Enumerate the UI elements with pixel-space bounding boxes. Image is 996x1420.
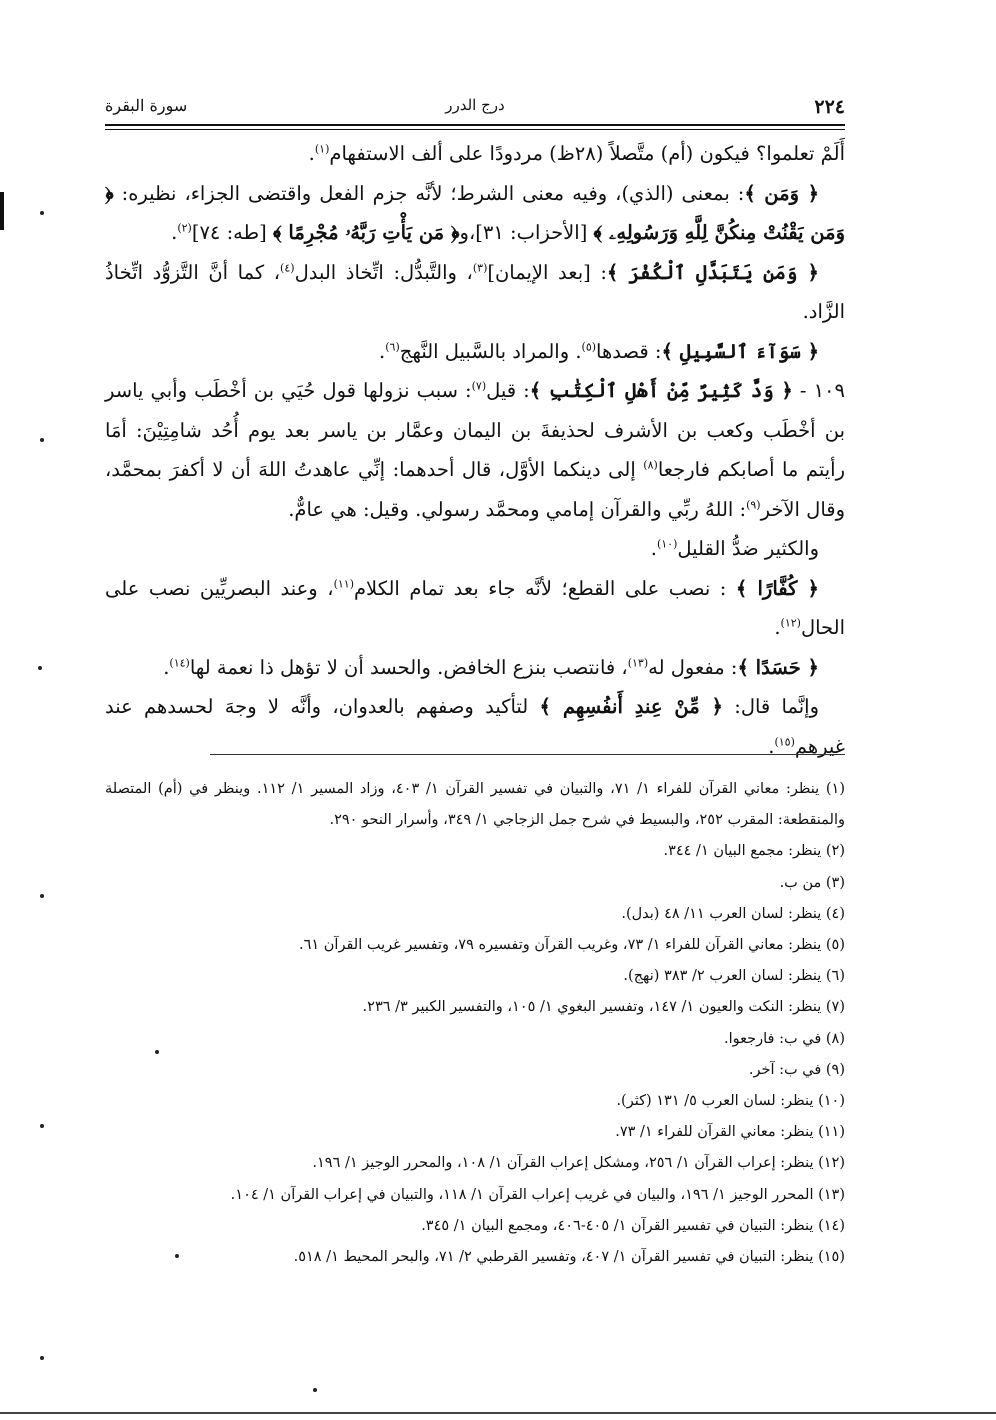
surah-title: سورة البقرة	[105, 96, 188, 115]
header-rule	[105, 124, 845, 130]
footnote-ref: (٣)	[472, 261, 488, 274]
footnote-ref: (١)	[314, 142, 330, 156]
footnote: (٧) ينظر: النكت والعيون ١/ ١٤٧، وتفسير البغوي ١/ ١٠٥، والتفسير الكبير ٣/ ٢٣٦.	[362, 999, 845, 1016]
scan-speck	[40, 211, 44, 215]
text: : نصب على القطع؛ لأنَّه جاء بعد تمام الكلام	[353, 576, 736, 600]
paragraph: ﴿ حَسَدًا ﴾: مفعول له$^{(١٣)}$، فانتصب بنزع الخافض. والحسد أن لا تؤهل ذا نعمة لها$^{(١٤)}$.	[163, 655, 819, 679]
page-header	[105, 96, 845, 122]
footnote-ref: (١٣)	[627, 656, 649, 669]
footnote-ref: (٩)	[746, 498, 761, 511]
footnote-ref: (٥)	[581, 340, 597, 353]
footnote-ref: (٦)	[385, 340, 400, 353]
text: [الأحزاب: ٣١]،و	[459, 221, 594, 244]
scan-speck	[40, 438, 44, 442]
footnote-ref: (١٤)	[169, 656, 190, 669]
text: لتأكيد وصفهم بالعدوان، وأنَّه لا وجهَ لحسدهم عند غيرهم	[105, 695, 845, 758]
footnote: (١) ينظر: معاني القرآن للفراء ١/ ٧١، والتبيان في تفسير القرآن ١/ ٤٠٣، وزاد المسير ١/ ١١٢. وينظر في (أم) المتصلة والمنقطعة: المقرب ٢٥٢، والبسيط في شرح جمل الزجاجي ١/ ٣٤٩، وأسرار النحو ٢٩٠.	[105, 781, 845, 829]
footnotes	[105, 774, 845, 1273]
scan-speck	[155, 1050, 159, 1054]
paragraph: ﴿ كُفَّارًا ﴾ : نصب على القطع؛ لأنَّه جاء بعد تمام الكلام$^{(١١)}$، وعند البصريِّين نصب على الحال$^{(١٢)}$.	[105, 576, 845, 639]
footnote: (٤) ينظر: لسان العرب ١١/ ٤٨ (بدل).	[621, 905, 845, 922]
text: : بمعنى (الذي)، وفيه معنى الشرط؛ لأنَّه جزم الفعل واقتضى الجزاء، نظيره:	[113, 181, 745, 205]
quran-quote: ﴿ كُفَّارًا ﴾	[735, 576, 819, 600]
footnote-ref: (١٥)	[774, 735, 795, 748]
scan-edge	[0, 192, 4, 230]
paragraph: وإنَّما قال: ﴿ مِّنْ عِندِ أَنفُسِهِم ﴾ لتأكيد وصفهم بالعدوان، وأنَّه لا وجهَ لحسدهم عند غيرهم$^{(١٥)}$.	[105, 695, 845, 758]
footnote-ref: (٨)	[643, 458, 658, 472]
text: [طه: ٧٤]	[191, 221, 273, 244]
scan-speck	[313, 1388, 317, 1392]
footnote: (١٣) المحرر الوجيز ١/ ١٩٦، والبيان في غريب إعراب القرآن ١/ ١١٨، والتبيان في إعراب القرآن ١/ ١٠٤.	[230, 1186, 845, 1203]
scan-speck	[40, 894, 44, 898]
text: : سبب نزولها قول حُيَي بن أخْطَب وأبي ياسر بن أخْطَب وكعب بن الأشرف لحذيفةَ بن اليمان وعمَّار بن ياسر بعد يوم أُحُد شامِتِيْنَ: أمَا رأيتم ما أصابكم فارجعا	[105, 379, 845, 481]
footnote: (٣) من ب.	[779, 874, 845, 891]
paragraph: والكثير ضدُّ القليل$^{(١٠)}$.	[650, 537, 819, 560]
footnote: (٩) في ب: آخر.	[748, 1061, 845, 1078]
footnote: (١٢) ينظر: إعراب القرآن ١/ ٢٥٦، ومشكل إعراب القرآن ١/ ١٠٨، والمحرر الوجيز ١/ ١٩٦.	[312, 1155, 845, 1172]
quran-quote: ﴿ وَمَن يَقْنُتْ مِنكُنَّ لِلَّهِ وَرَسُولِهِۦ ﴾	[105, 181, 845, 244]
scan-speck	[38, 666, 42, 670]
quran-quote: ﴿ وَمَن ﴾	[744, 181, 820, 205]
paragraph: ﴿ سَوَآءَ ٱلسَّبِيلِ ﴾: قصدها$^{(٥)}$. والمراد بالسَّبيل النَّهج$^{(٦)}$.	[379, 339, 819, 363]
text: : مفعول له	[648, 655, 738, 679]
footnote: (١٥) ينظر: التبيان في تفسير القرآن ١/ ٤٠٧، وتفسير القرطبي ٢/ ٧١، والبحر المحيط ١/ ٥١٨.	[293, 1249, 845, 1266]
footnote: (٦) ينظر: لسان العرب ٢/ ٣٨٣ (نهج).	[623, 968, 845, 985]
text: : [بعد الإيمان]	[487, 260, 607, 284]
text: : قيل	[486, 379, 530, 402]
paragraph	[105, 253, 845, 332]
footnote-ref: (١١)	[333, 577, 354, 590]
footnote: (٥) ينظر: معاني القرآن للفراء ١/ ٧٣، وغريب القرآن وتفسيره ٧٩، وتفسير غريب القرآن ٦١.	[298, 937, 845, 954]
footnote-ref: (٢)	[177, 221, 192, 235]
text: : اللهُ ربِّي والقرآن إمامي ومحمَّد رسولي. وقيل: هي عامٌّ.	[288, 497, 747, 521]
running-title: درج الدرر	[445, 96, 505, 114]
text: ، وعند البصريِّين نصب على الحال	[105, 576, 845, 639]
footnote: (١٠) ينظر: لسان العرب ٥/ ١٣١ (كثر).	[616, 1093, 845, 1110]
footnote: (١٤) ينظر: التبيان في تفسير القرآن ١/ ٤٠٥-٤٠٦، ومجمع البيان ١/ ٣٤٥.	[421, 1217, 845, 1234]
scan-speck	[40, 1356, 44, 1360]
verse-number: ١٠٩ -	[792, 379, 845, 402]
quran-quote: ﴿ حَسَدًا ﴾	[737, 655, 819, 679]
footnote-ref: (٤)	[280, 261, 295, 274]
paragraph	[105, 371, 845, 529]
text: : قصدها	[596, 339, 662, 363]
footnote-ref: (١٢)	[780, 616, 801, 630]
text: ، والتَّبدُّل: اتِّخاذ البدل	[294, 260, 473, 284]
footnote-ref: (١٠)	[656, 537, 678, 551]
scan-speck	[40, 1124, 44, 1128]
text: وإنَّما قال:	[722, 695, 819, 718]
quran-quote: ﴿ مِّنْ عِندِ أَنفُسِهِم ﴾	[539, 695, 723, 718]
text: . والمراد بالسَّبيل النَّهج	[399, 339, 582, 363]
main-text	[105, 134, 845, 766]
paragraph: أَلَمْ تعلموا؟ فيكون (أم) متَّصلاً (٢٨ظ) مردودًا على ألف الاستفهام$^{(١)}$.	[308, 142, 845, 165]
quran-quote: ﴿ وَدَّ كَثِيرٌ مِّنْ أَهْلِ ٱلْكِتَٰبِ ﴾	[529, 379, 793, 402]
quran-quote: ﴿ سَوَآءَ ٱلسَّبِيلِ ﴾	[661, 339, 819, 363]
text: ، فانتصب بنزع الخافض. والحسد أن لا تؤهل ذا نعمة لها	[189, 655, 628, 679]
text: إلى دينكما الأوَّل، قال أحدهما: إنِّي عاهدتُ اللهَ أن لا أكفرَ بمحمَّد، وقال الآخر	[105, 458, 845, 521]
text: ، كما أنَّ التَّزوُّد اتِّخاذُ الزَّاد.	[105, 260, 845, 323]
text: والكثير ضدُّ القليل	[677, 537, 819, 560]
page-number: ٢٢٤	[814, 96, 845, 118]
footnote-separator	[210, 754, 845, 755]
footnote: (١١) ينظر: معاني القرآن للفراء ١/ ٧٣.	[615, 1124, 845, 1141]
footnote: (٨) في ب: فارجعوا.	[724, 1030, 845, 1047]
quran-quote: ﴿ مَن يَأْتِ رَبَّهُۥ مُجْرِمًا ﴾	[272, 221, 460, 244]
text: أَلَمْ تعلموا؟ فيكون (أم) متَّصلاً (٢٨ظ) مردودًا على ألف الاستفهام	[329, 142, 845, 165]
footnote-ref: (٧)	[471, 379, 487, 393]
paragraph: ﴿ وَمَن ﴾: بمعنى (الذي)، وفيه معنى الشرط؛ لأنَّه جزم الفعل واقتضى الجزاء، نظيره: ﴿ وَمَن يَقْنُتْ مِنكُنَّ لِلَّهِ وَرَسُولِهِۦ ﴾ [الأحزاب: ٣١]،و﴿ مَن يَأْتِ رَبَّهُۥ مُجْرِمًا ﴾ [طه: ٧٤]$^{(٢)}$.	[105, 181, 845, 244]
quran-quote: ﴿ وَمَن يَتَبَدَّلِ ٱلْكُفْرَ ﴾	[606, 260, 819, 284]
scan-edge	[0, 1412, 996, 1414]
scan-speck	[175, 1254, 179, 1258]
footnote: (٢) ينظر: مجمع البيان ١/ ٣٤٤.	[663, 843, 845, 860]
